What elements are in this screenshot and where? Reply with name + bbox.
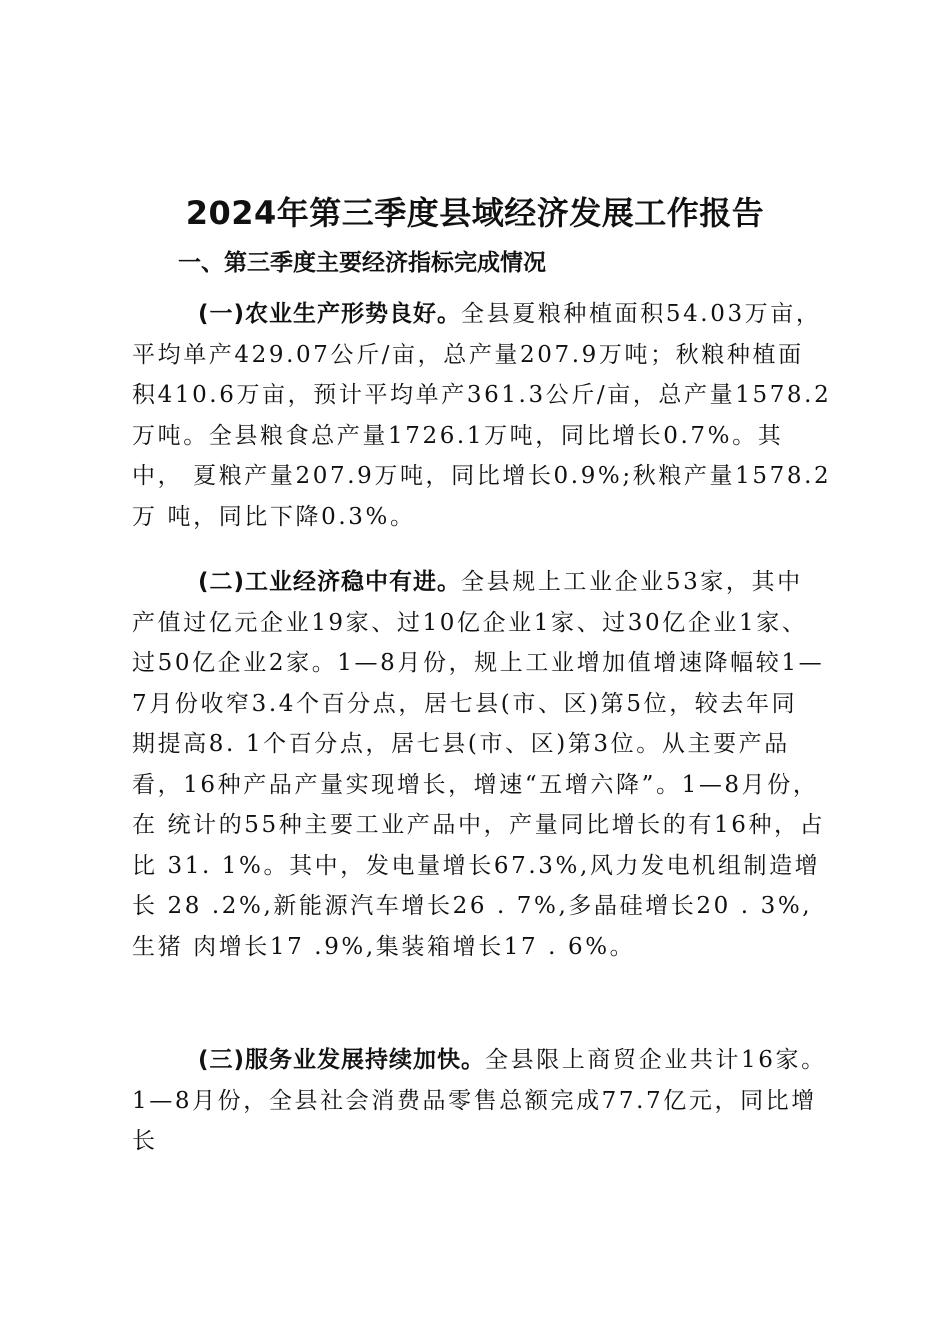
- paragraph-lead: (一)农业生产形势良好。: [198, 301, 462, 327]
- paragraph-services: [132, 1040, 832, 1162]
- paragraph-body: 全县夏粮种植面积54.03万亩， 平均单产429.07公斤/亩，总产量207.9万吨；秋粮种植面 积410.6万亩，预计平均单产361.3公斤/亩，总产量1578.2 万吨。全县粮食总产量1726.1万吨，同比增长0.7%。其中， 夏粮产量207.9万吨，同比增长0.9%;秋粮产量1578.2万 吨，同比下降0.3%。: [132, 301, 832, 530]
- document-title: 2024年第三季度县域经济发展工作报告: [185, 194, 765, 232]
- paragraph-body: 全县规上工业企业53家，其中 产值过亿元企业19家、过10亿企业1家、过30亿企业1家、 过50亿企业2家。1—8月份，规上工业增加值增速降幅较1— 7月份收窄3.4个百分点，居七县(市、区)第5位，较去年同 期提高8. 1个百分点，居七县(市、区)第3位。从主要产品 看，16种产品产量实现增长，增速“五增六降”。1—8月份，在 统计的55种主要工业产品中，产量同比增长的有16种，占比 31. 1%。其中，发电量增长67.3%,风力发电机组制造增长 28 .2%,新能源汽车增长26 . 7%,多晶硅增长20 . 3%,生猪 肉增长17 .9%,集装箱增长17 . 6%。: [132, 569, 826, 960]
- paragraph-body: 全县限上商贸企业共计16家。 1—8月份，全县社会消费品零售总额完成77.7亿元，同比增长: [132, 1047, 827, 1154]
- paragraph-agriculture: [132, 294, 832, 537]
- section-heading: 一、第三季度主要经济指标完成情况: [178, 250, 546, 276]
- paragraph-lead: (二)工业经济稳中有进。: [198, 569, 462, 595]
- paragraph-industry: [132, 562, 832, 967]
- paragraph-lead: (三)服务业发展持续加快。: [198, 1047, 486, 1073]
